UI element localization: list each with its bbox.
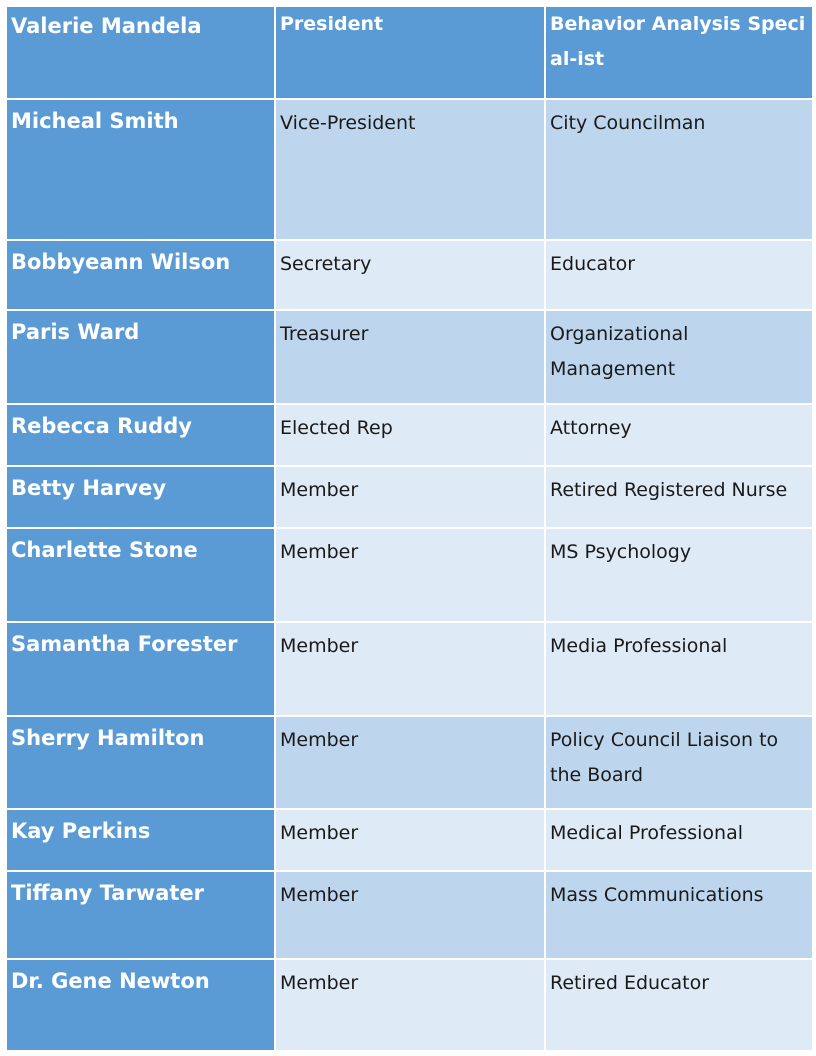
member-name: Paris Ward — [6, 310, 275, 404]
member-name: Dr. Gene Newton — [6, 959, 275, 1051]
member-name: Betty Harvey — [6, 466, 275, 528]
member-background: Attorney — [545, 404, 813, 466]
member-background: Organizational Management — [545, 310, 813, 404]
member-role: Member — [275, 528, 545, 622]
member-background: Retired Registered Nurse — [545, 466, 813, 528]
member-role: Member — [275, 716, 545, 809]
member-background: Educator — [545, 240, 813, 310]
member-role: Elected Rep — [275, 404, 545, 466]
member-name: Valerie Mandela — [6, 6, 275, 99]
table-row — [6, 716, 813, 809]
member-role: Treasurer — [275, 310, 545, 404]
member-background: Media Professional — [545, 622, 813, 716]
member-role: Member — [275, 466, 545, 528]
member-background: Mass Communications — [545, 871, 813, 959]
member-name: Kay Perkins — [6, 809, 275, 871]
member-role: Vice-President — [275, 99, 545, 240]
member-name: Bobbyeann Wilson — [6, 240, 275, 310]
member-name: Micheal Smith — [6, 99, 275, 240]
member-background: City Councilman — [545, 99, 813, 240]
member-role: Secretary — [275, 240, 545, 310]
table-row — [6, 99, 813, 240]
member-name: Sherry Hamilton — [6, 716, 275, 809]
member-background: MS Psychology — [545, 528, 813, 622]
table-row — [6, 466, 813, 528]
member-name: Rebecca Ruddy — [6, 404, 275, 466]
member-name: Charlette Stone — [6, 528, 275, 622]
member-role: Member — [275, 809, 545, 871]
table-row — [6, 959, 813, 1051]
table-row — [6, 6, 813, 99]
member-background: Retired Educator — [545, 959, 813, 1051]
member-background: Medical Professional — [545, 809, 813, 871]
member-background: Policy Council Liaison to the Board — [545, 716, 813, 809]
table-row — [6, 809, 813, 871]
table-row — [6, 871, 813, 959]
member-role: Member — [275, 622, 545, 716]
member-background: Behavior Analysis Special-ist — [545, 6, 813, 99]
member-name: Tiffany Tarwater — [6, 871, 275, 959]
member-role: Member — [275, 959, 545, 1051]
table-row — [6, 240, 813, 310]
member-role: Member — [275, 871, 545, 959]
table-row — [6, 310, 813, 404]
member-role: President — [275, 6, 545, 99]
table-row — [6, 404, 813, 466]
member-name: Samantha Forester — [6, 622, 275, 716]
table-row — [6, 528, 813, 622]
table-row — [6, 622, 813, 716]
board-members-table — [5, 5, 814, 1052]
